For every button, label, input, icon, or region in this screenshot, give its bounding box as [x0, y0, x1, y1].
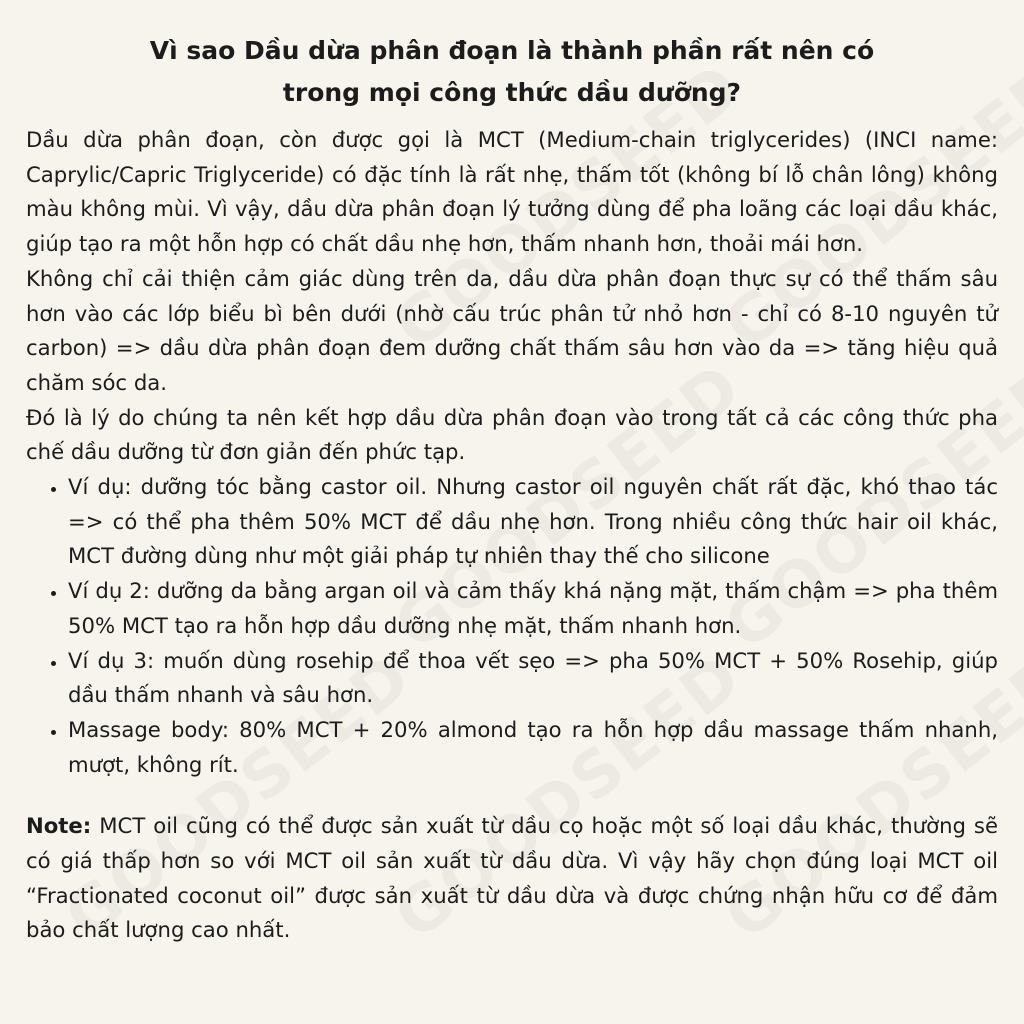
article-body	[26, 123, 998, 948]
list-item: • Ví dụ 3: muốn dùng rosehip để thoa vết sẹo => pha 50% MCT + 50% Rosehip, giúp dầu thấm nhanh và sâu hơn.	[68, 644, 998, 713]
list-item: • Ví dụ: dưỡng tóc bằng castor oil. Nhưng castor oil nguyên chất rất đặc, khó thao tác => có thể pha thêm 50% MCT để dầu nhẹ hơn. Trong nhiều công thức hair oil khác, MCT đường dùng như một giải pháp tự nhiên thay thế cho silicone	[68, 470, 998, 574]
page-title	[0, 30, 1024, 114]
examples-list	[26, 470, 998, 782]
title-line-1: Vì sao Dầu dừa phân đoạn là thành phần rất nên có	[149, 36, 875, 65]
note-paragraph	[26, 809, 998, 948]
note-text: MCT oil cũng có thể được sản xuất từ dầu cọ hoặc một số loại dầu khác, thường sẽ có giá thấp hơn so với MCT oil sản xuất từ dầu dừa. Vì vậy hãy chọn đúng loại MCT oil “Fractionated coconut oil” được sản xuất từ dầu dừa và được chứng nhận hữu cơ để đảm bảo chất lượng cao nhất.	[26, 813, 998, 943]
list-item: • Ví dụ 2: dưỡng da bằng argan oil và cảm thấy khá nặng mặt, thấm chậm => pha thêm 50% MCT tạo ra hỗn hợp dầu dưỡng nhẹ mặt, thấm nhanh hơn.	[68, 574, 998, 643]
paragraph-conclusion: Đó là lý do chúng ta nên kết hợp dầu dừa phân đoạn vào trong tất cả các công thức pha chế dầu dưỡng từ đơn giản đến phức tạp.	[26, 404, 998, 465]
paragraph-intro: Dầu dừa phân đoạn, còn được gọi là MCT (Medium-chain triglycerides) (INCI name: Caprylic/Capric Triglyceride) có đặc tính là rất nhẹ, thấm tốt (không bí lỗ chân lông) không màu không mùi. Vì vậy, dầu dừa phân đoạn lý tưởng dùng để pha loãng các loại dầu khác, giúp tạo ra một hỗn hợp có chất dầu nhẹ hơn, thấm nhanh hơn, thoải mái hơn.	[26, 127, 998, 257]
list-item: • Massage body: 80% MCT + 20% almond tạo ra hỗn hợp dầu massage thấm nhanh, mượt, không rít.	[68, 713, 998, 782]
paragraph-absorption: Không chỉ cải thiện cảm giác dùng trên da, dầu dừa phân đoạn thực sự có thể thấm sâu hơn vào các lớp biểu bì bên dưới (nhờ cấu trúc phân tử nhỏ hơn - chỉ có 8-10 nguyên tử carbon) => dầu dừa phân đoạn đem dưỡng chất thấm sâu hơn vào da => tăng hiệu quả chăm sóc da.	[26, 265, 998, 395]
title-line-2: trong mọi công thức dầu dưỡng?	[282, 78, 742, 107]
note-label: Note:	[26, 813, 92, 839]
